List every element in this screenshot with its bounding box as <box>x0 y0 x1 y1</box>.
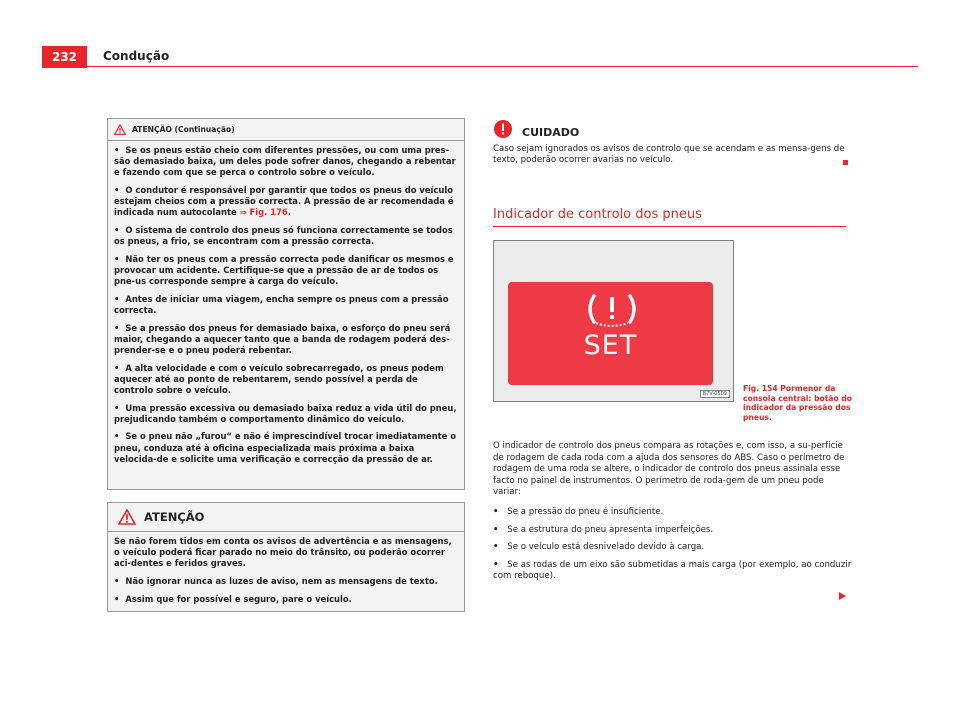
list-item: • Antes de iniciar uma viagem, encha sempre os pneus com a pressão correcta. <box>114 293 449 315</box>
caution-heading: CUIDADO <box>522 125 580 139</box>
tire-pressure-warning-icon <box>580 292 644 332</box>
caution-text: Caso sejam ignorados os avisos de controlo que se acendam e as mensa-gens de texto, poderão ocorrer avarias no veículo. <box>493 144 845 166</box>
warning-box <box>107 502 465 612</box>
list-item: • Uma pressão excessiva ou demasiado baixa reduz a vida útil do pneu, prejudicando também o comportamento dinâmico do veículo. <box>114 402 457 424</box>
list-item: • Se a pressão do pneu é insuficiente. <box>493 506 664 517</box>
tpms-set-button <box>508 282 713 385</box>
warning-triangle-icon <box>118 509 136 525</box>
running-title: Condução <box>103 49 170 63</box>
caution-block <box>493 118 845 167</box>
list-item: • Se a estrutura do pneu apresenta imperfeições. <box>493 524 714 535</box>
list-item: • Não ter os pneus com a pressão correcta pode danificar os mesmos e provocar um acidente. Certifique-se que a pressão de ar de todos os pne-us corresponde sempre à carga do veículo. <box>114 253 454 287</box>
list-item: • Se as rodas de um eixo são submetidas a mais carga (por exemplo, ao conduzir com reboque). <box>493 559 852 582</box>
warning-heading: ATENÇÃO <box>144 510 205 524</box>
list-item: • O sistema de controlo dos pneus só funciona correctamente se todos os pneus, a frio, se encontram com a pressão correcta. <box>114 225 453 247</box>
header-rule <box>87 66 918 67</box>
body-text <box>493 441 853 589</box>
list-item: • Se o veículo está desnivelado devido à carga. <box>493 542 705 553</box>
section-rule <box>493 226 846 227</box>
figure-image-id: B7V-0509 <box>700 390 730 398</box>
caution-header <box>493 118 845 140</box>
figure-154 <box>493 240 734 402</box>
warning-triangle-icon <box>114 124 126 135</box>
page-number: 232 <box>42 46 87 68</box>
list-item: • O condutor é responsável por garantir que todos os pneus do veículo estejam cheios com a pressão correcta. A pressão de ar recomendada é indicada num autocolante ⇒ Fig. 176. <box>114 185 454 218</box>
body-paragraph: O indicador de controlo dos pneus compara as rotações e, com isso, a su-perfície de rodagem de cada roda com a ajuda dos sensores do ABS. Caso o perímetro de rodagem de uma roda se altere, o indicador de controlo dos pneus assinala esse facto no painel de instrumentos. O perímetro de roda-gem de um pneu pode variar: <box>493 441 845 498</box>
section-end-mark <box>843 160 848 165</box>
fig-176-link[interactable]: ⇒ Fig. 176 <box>239 207 288 218</box>
continue-arrow-icon <box>839 592 846 600</box>
set-label: SET <box>583 330 638 361</box>
warning-header <box>108 503 464 532</box>
figure-caption: Fig. 154 Pormenor da consola central: botão do indicador da pressão dos pneus. <box>743 384 852 422</box>
warning-continued-heading: ATENÇÃO (Continuação) <box>132 125 235 134</box>
section-title: Indicador de controlo dos pneus <box>493 207 702 222</box>
list-item: • A alta velocidade e com o veículo sobrecarregado, os pneus podem aquecer até ao ponto de rebentarem, sendo possível a perda de controlo sobre o veículo. <box>114 362 444 395</box>
list-item: • Assim que for possível e seguro, pare o veículo. <box>114 593 352 604</box>
list-item: • Se os pneus estão cheio com diferentes pressões, ou com uma pres-são demasiado baixa, um deles pode sofrer danos, chegando a rebentar e fazendo com que se perca o controlo sobre o veículo. <box>114 145 456 178</box>
warning-continued-box <box>107 118 465 490</box>
list-item: • Se a pressão dos pneus for demasiado baixa, o esforço do pneu será maior, chegando a aquecer tanto que a banda de rodagem poderá des-prender-se e o pneu poderá rebentar. <box>114 322 451 355</box>
warning-intro: Se não forem tidos em conta os avisos de advertência e as mensagens, o veículo poderá ficar parado no meio do trânsito, ou poderão ocorrer aci-dentes e feridos graves. <box>114 536 452 569</box>
list-item: • Se o pneu não „furou“ e não é imprescindível trocar imediatamente o pneu, conduza até à oficina especializada mais próxima a baixa velocida-de e solicite uma verificação e correcção da pressão de ar. <box>114 431 457 464</box>
warning-continued-header <box>108 119 464 141</box>
exclamation-circle-icon <box>493 119 513 139</box>
list-item: • Não ignorar nunca as luzes de aviso, nem as mensagens de texto. <box>114 576 438 586</box>
